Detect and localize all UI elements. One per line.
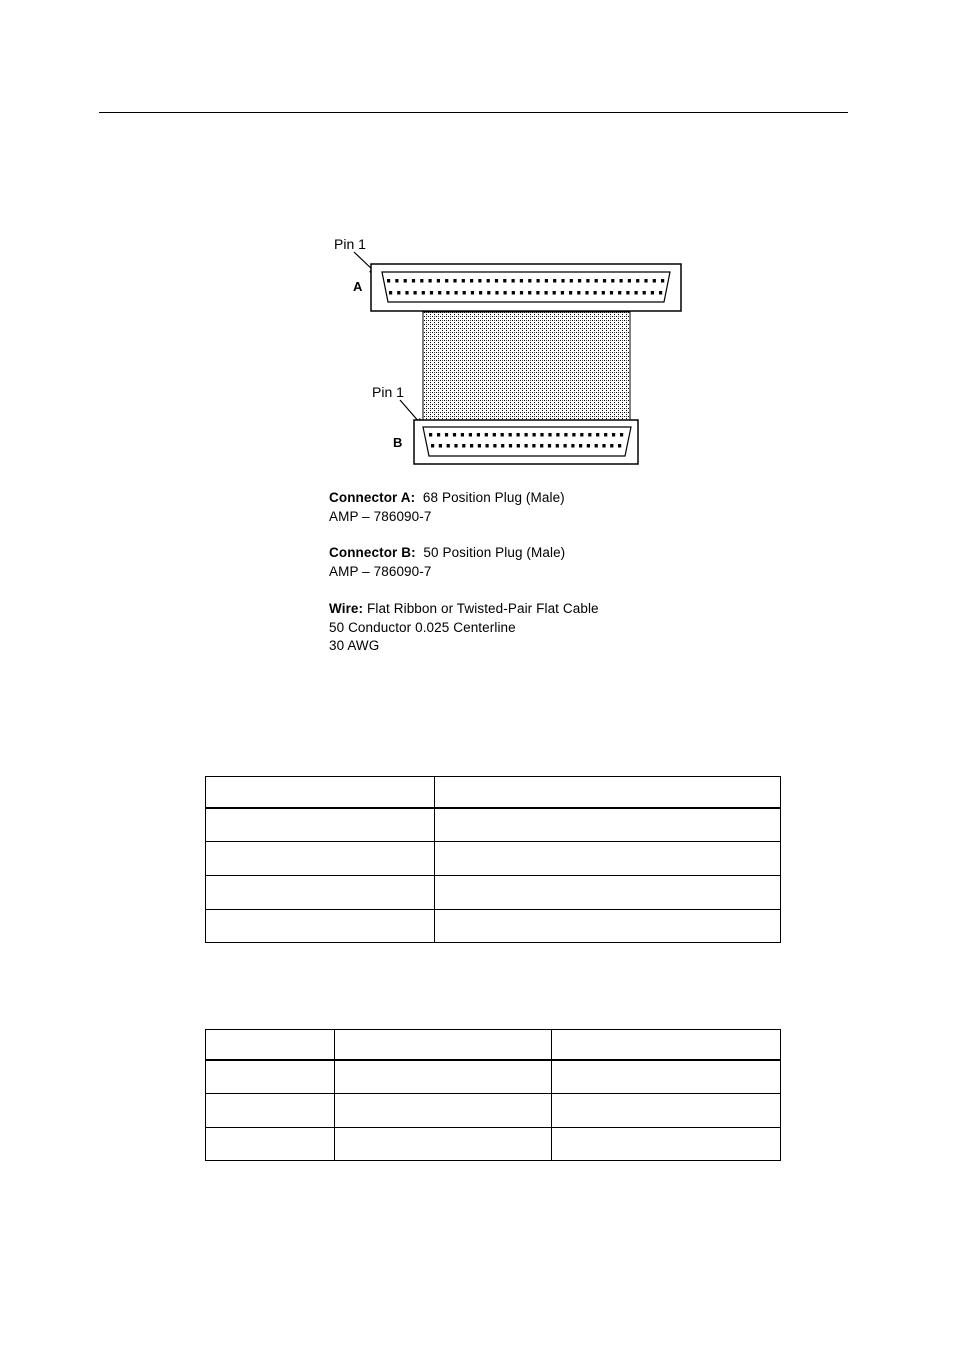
connector-pin bbox=[485, 433, 488, 437]
connector-a-label: A bbox=[353, 279, 363, 294]
connector-pin bbox=[493, 433, 496, 437]
connector-pin bbox=[571, 444, 574, 448]
connector-pin bbox=[561, 291, 564, 295]
table-row bbox=[206, 1094, 781, 1128]
connector-pin bbox=[503, 279, 506, 283]
connector-pin bbox=[447, 444, 450, 448]
connector-pin bbox=[501, 433, 504, 437]
connector-pin bbox=[570, 279, 573, 283]
connector-pin bbox=[437, 433, 440, 437]
table-cell bbox=[435, 808, 781, 842]
connector-pin bbox=[635, 291, 638, 295]
connector-pin bbox=[626, 291, 629, 295]
connector-pin bbox=[520, 279, 523, 283]
connector-pin bbox=[487, 279, 490, 283]
connector-pin bbox=[579, 444, 582, 448]
connector-pin bbox=[540, 444, 543, 448]
connector-pin bbox=[445, 433, 448, 437]
connector-pin bbox=[446, 291, 449, 295]
connector-pin bbox=[470, 444, 473, 448]
wire-spec-line3: 30 AWG bbox=[329, 638, 380, 653]
table-cell bbox=[206, 1128, 335, 1161]
table-cell bbox=[435, 876, 781, 910]
connector-pin bbox=[504, 291, 507, 295]
connector-pin bbox=[525, 433, 528, 437]
connector-pin bbox=[430, 291, 433, 295]
connector-pin bbox=[487, 291, 490, 295]
connector-pin bbox=[537, 279, 540, 283]
connector-pin bbox=[397, 291, 400, 295]
connector-b-part: AMP – 786090-7 bbox=[329, 563, 432, 579]
connector-pin bbox=[564, 444, 567, 448]
connector-pin bbox=[495, 279, 498, 283]
connector-pin bbox=[578, 279, 581, 283]
connector-pin bbox=[420, 279, 423, 283]
connector-pin bbox=[445, 279, 448, 283]
connector-pin bbox=[594, 291, 597, 295]
connector-pin bbox=[429, 433, 432, 437]
table-row bbox=[206, 808, 781, 842]
connector-pin bbox=[528, 279, 531, 283]
connector-pin bbox=[548, 433, 551, 437]
connector-pin bbox=[414, 291, 417, 295]
table-cell bbox=[435, 777, 781, 808]
connector-pin bbox=[453, 433, 456, 437]
connector-pin bbox=[636, 279, 639, 283]
table-row bbox=[206, 1060, 781, 1094]
connector-pin bbox=[512, 279, 515, 283]
table-cell bbox=[552, 1128, 781, 1161]
connector-pin bbox=[561, 279, 564, 283]
pin1-label-a: Pin 1 bbox=[334, 236, 366, 252]
connector-pin bbox=[585, 291, 588, 295]
table-row bbox=[206, 910, 781, 943]
wire-spec-label: Wire: bbox=[329, 601, 364, 616]
connector-pin bbox=[454, 444, 457, 448]
connector-pin bbox=[643, 291, 646, 295]
connector-pin bbox=[588, 433, 591, 437]
connector-pin bbox=[493, 444, 496, 448]
connector-pin bbox=[533, 433, 536, 437]
header-rule bbox=[99, 112, 848, 113]
connector-pin bbox=[586, 279, 589, 283]
connector-pin bbox=[429, 279, 432, 283]
connector-pin bbox=[532, 444, 535, 448]
connector-pin bbox=[517, 444, 520, 448]
table-row bbox=[206, 777, 781, 808]
connector-pin bbox=[595, 279, 598, 283]
connector-pin bbox=[462, 279, 465, 283]
wire-spec bbox=[329, 600, 599, 656]
connector-b-spec bbox=[329, 544, 565, 581]
connector-pin bbox=[395, 279, 398, 283]
connector-pin bbox=[438, 291, 441, 295]
connector-pin bbox=[569, 291, 572, 295]
connector-pin bbox=[545, 279, 548, 283]
table-cell bbox=[206, 876, 435, 910]
table-cell bbox=[206, 842, 435, 876]
connector-pin bbox=[618, 444, 621, 448]
connector-pin bbox=[528, 291, 531, 295]
connector-pin bbox=[405, 291, 408, 295]
table-cell bbox=[435, 910, 781, 943]
connector-pin bbox=[604, 433, 607, 437]
connector-a-spec-desc: 68 Position Plug (Male) bbox=[422, 490, 565, 505]
table-row bbox=[206, 842, 781, 876]
connector-pin bbox=[463, 291, 466, 295]
connector-pin bbox=[512, 291, 515, 295]
connector-pin bbox=[577, 291, 580, 295]
connector-pin bbox=[610, 444, 613, 448]
connector-pin bbox=[564, 433, 567, 437]
connector-pin bbox=[553, 291, 556, 295]
wire-spec-line2: 50 Conductor 0.025 Centerline bbox=[329, 619, 516, 635]
connector-pin bbox=[556, 433, 559, 437]
connector-b bbox=[414, 420, 638, 464]
connector-pin bbox=[603, 279, 606, 283]
connector-pin bbox=[462, 444, 465, 448]
table-cell bbox=[552, 1094, 781, 1128]
table-2 bbox=[205, 1029, 781, 1161]
table-cell bbox=[435, 842, 781, 876]
table-cell bbox=[206, 1094, 335, 1128]
connector-pin bbox=[611, 279, 614, 283]
connector-pin bbox=[612, 433, 615, 437]
connector-pin bbox=[422, 291, 425, 295]
connector-pin bbox=[661, 279, 664, 283]
table-cell bbox=[552, 1060, 781, 1094]
table-row bbox=[206, 876, 781, 910]
wire-spec-desc: Flat Ribbon or Twisted-Pair Flat Cable bbox=[367, 601, 599, 616]
connector-pin bbox=[620, 433, 623, 437]
table-cell bbox=[335, 1060, 552, 1094]
connector-pin bbox=[596, 433, 599, 437]
table-row bbox=[206, 1128, 781, 1161]
table-cell bbox=[552, 1030, 781, 1060]
table-1 bbox=[205, 776, 781, 943]
table-cell bbox=[335, 1128, 552, 1161]
ribbon-cable bbox=[423, 312, 630, 420]
connector-pin bbox=[580, 433, 583, 437]
connector-pin bbox=[389, 291, 392, 295]
connector-pin bbox=[479, 291, 482, 295]
connector-pin bbox=[486, 444, 489, 448]
cable-diagram bbox=[320, 228, 700, 478]
connector-pin bbox=[412, 279, 415, 283]
connector-pin bbox=[404, 279, 407, 283]
connector-pin bbox=[610, 291, 613, 295]
connector-b-label: B bbox=[393, 435, 403, 450]
connector-pin bbox=[470, 279, 473, 283]
connector-pin bbox=[478, 444, 481, 448]
connector-pin bbox=[517, 433, 520, 437]
connector-pin bbox=[469, 433, 472, 437]
table-cell bbox=[206, 777, 435, 808]
connector-pin bbox=[602, 444, 605, 448]
connector-pin bbox=[509, 444, 512, 448]
table-cell bbox=[206, 910, 435, 943]
connector-a-spec-label: Connector A: bbox=[329, 490, 416, 505]
connector-pin bbox=[525, 444, 528, 448]
connector-pin bbox=[431, 444, 434, 448]
connector-pin bbox=[437, 279, 440, 283]
connector-pin bbox=[587, 444, 590, 448]
connector-pin bbox=[545, 291, 548, 295]
connector-pin bbox=[461, 433, 464, 437]
connector-pin bbox=[509, 433, 512, 437]
connector-pin bbox=[520, 291, 523, 295]
connector-pin bbox=[651, 291, 654, 295]
connector-pin bbox=[439, 444, 442, 448]
table-cell bbox=[206, 808, 435, 842]
connector-pin bbox=[644, 279, 647, 283]
connector-pin bbox=[501, 444, 504, 448]
connector-pin bbox=[556, 444, 559, 448]
connector-b-spec-label: Connector B: bbox=[329, 545, 416, 560]
connector-pin bbox=[618, 291, 621, 295]
table-cell bbox=[206, 1060, 335, 1094]
connector-pin bbox=[602, 291, 605, 295]
connector-pin bbox=[595, 444, 598, 448]
connector-pin bbox=[495, 291, 498, 295]
connector-pin bbox=[536, 291, 539, 295]
connector-pin bbox=[620, 279, 623, 283]
connector-a-part: AMP – 786090-7 bbox=[329, 508, 432, 524]
connector-pin bbox=[553, 279, 556, 283]
connector-pin bbox=[471, 291, 474, 295]
pin1-label-b: Pin 1 bbox=[372, 384, 404, 400]
connector-pin bbox=[548, 444, 551, 448]
table-row bbox=[206, 1030, 781, 1060]
connector-a bbox=[371, 264, 681, 311]
table-cell bbox=[335, 1030, 552, 1060]
connector-pin bbox=[477, 433, 480, 437]
connector-b-spec-desc: 50 Position Plug (Male) bbox=[423, 545, 566, 560]
connector-pin bbox=[659, 291, 662, 295]
connector-pin bbox=[478, 279, 481, 283]
connector-pin bbox=[653, 279, 656, 283]
table-cell bbox=[206, 1030, 335, 1060]
connector-a-spec bbox=[329, 489, 565, 526]
connector-pin bbox=[628, 279, 631, 283]
connector-pin bbox=[453, 279, 456, 283]
connector-pin bbox=[387, 279, 390, 283]
table-cell bbox=[335, 1094, 552, 1128]
connector-pin bbox=[455, 291, 458, 295]
connector-pin bbox=[572, 433, 575, 437]
connector-pin bbox=[540, 433, 543, 437]
